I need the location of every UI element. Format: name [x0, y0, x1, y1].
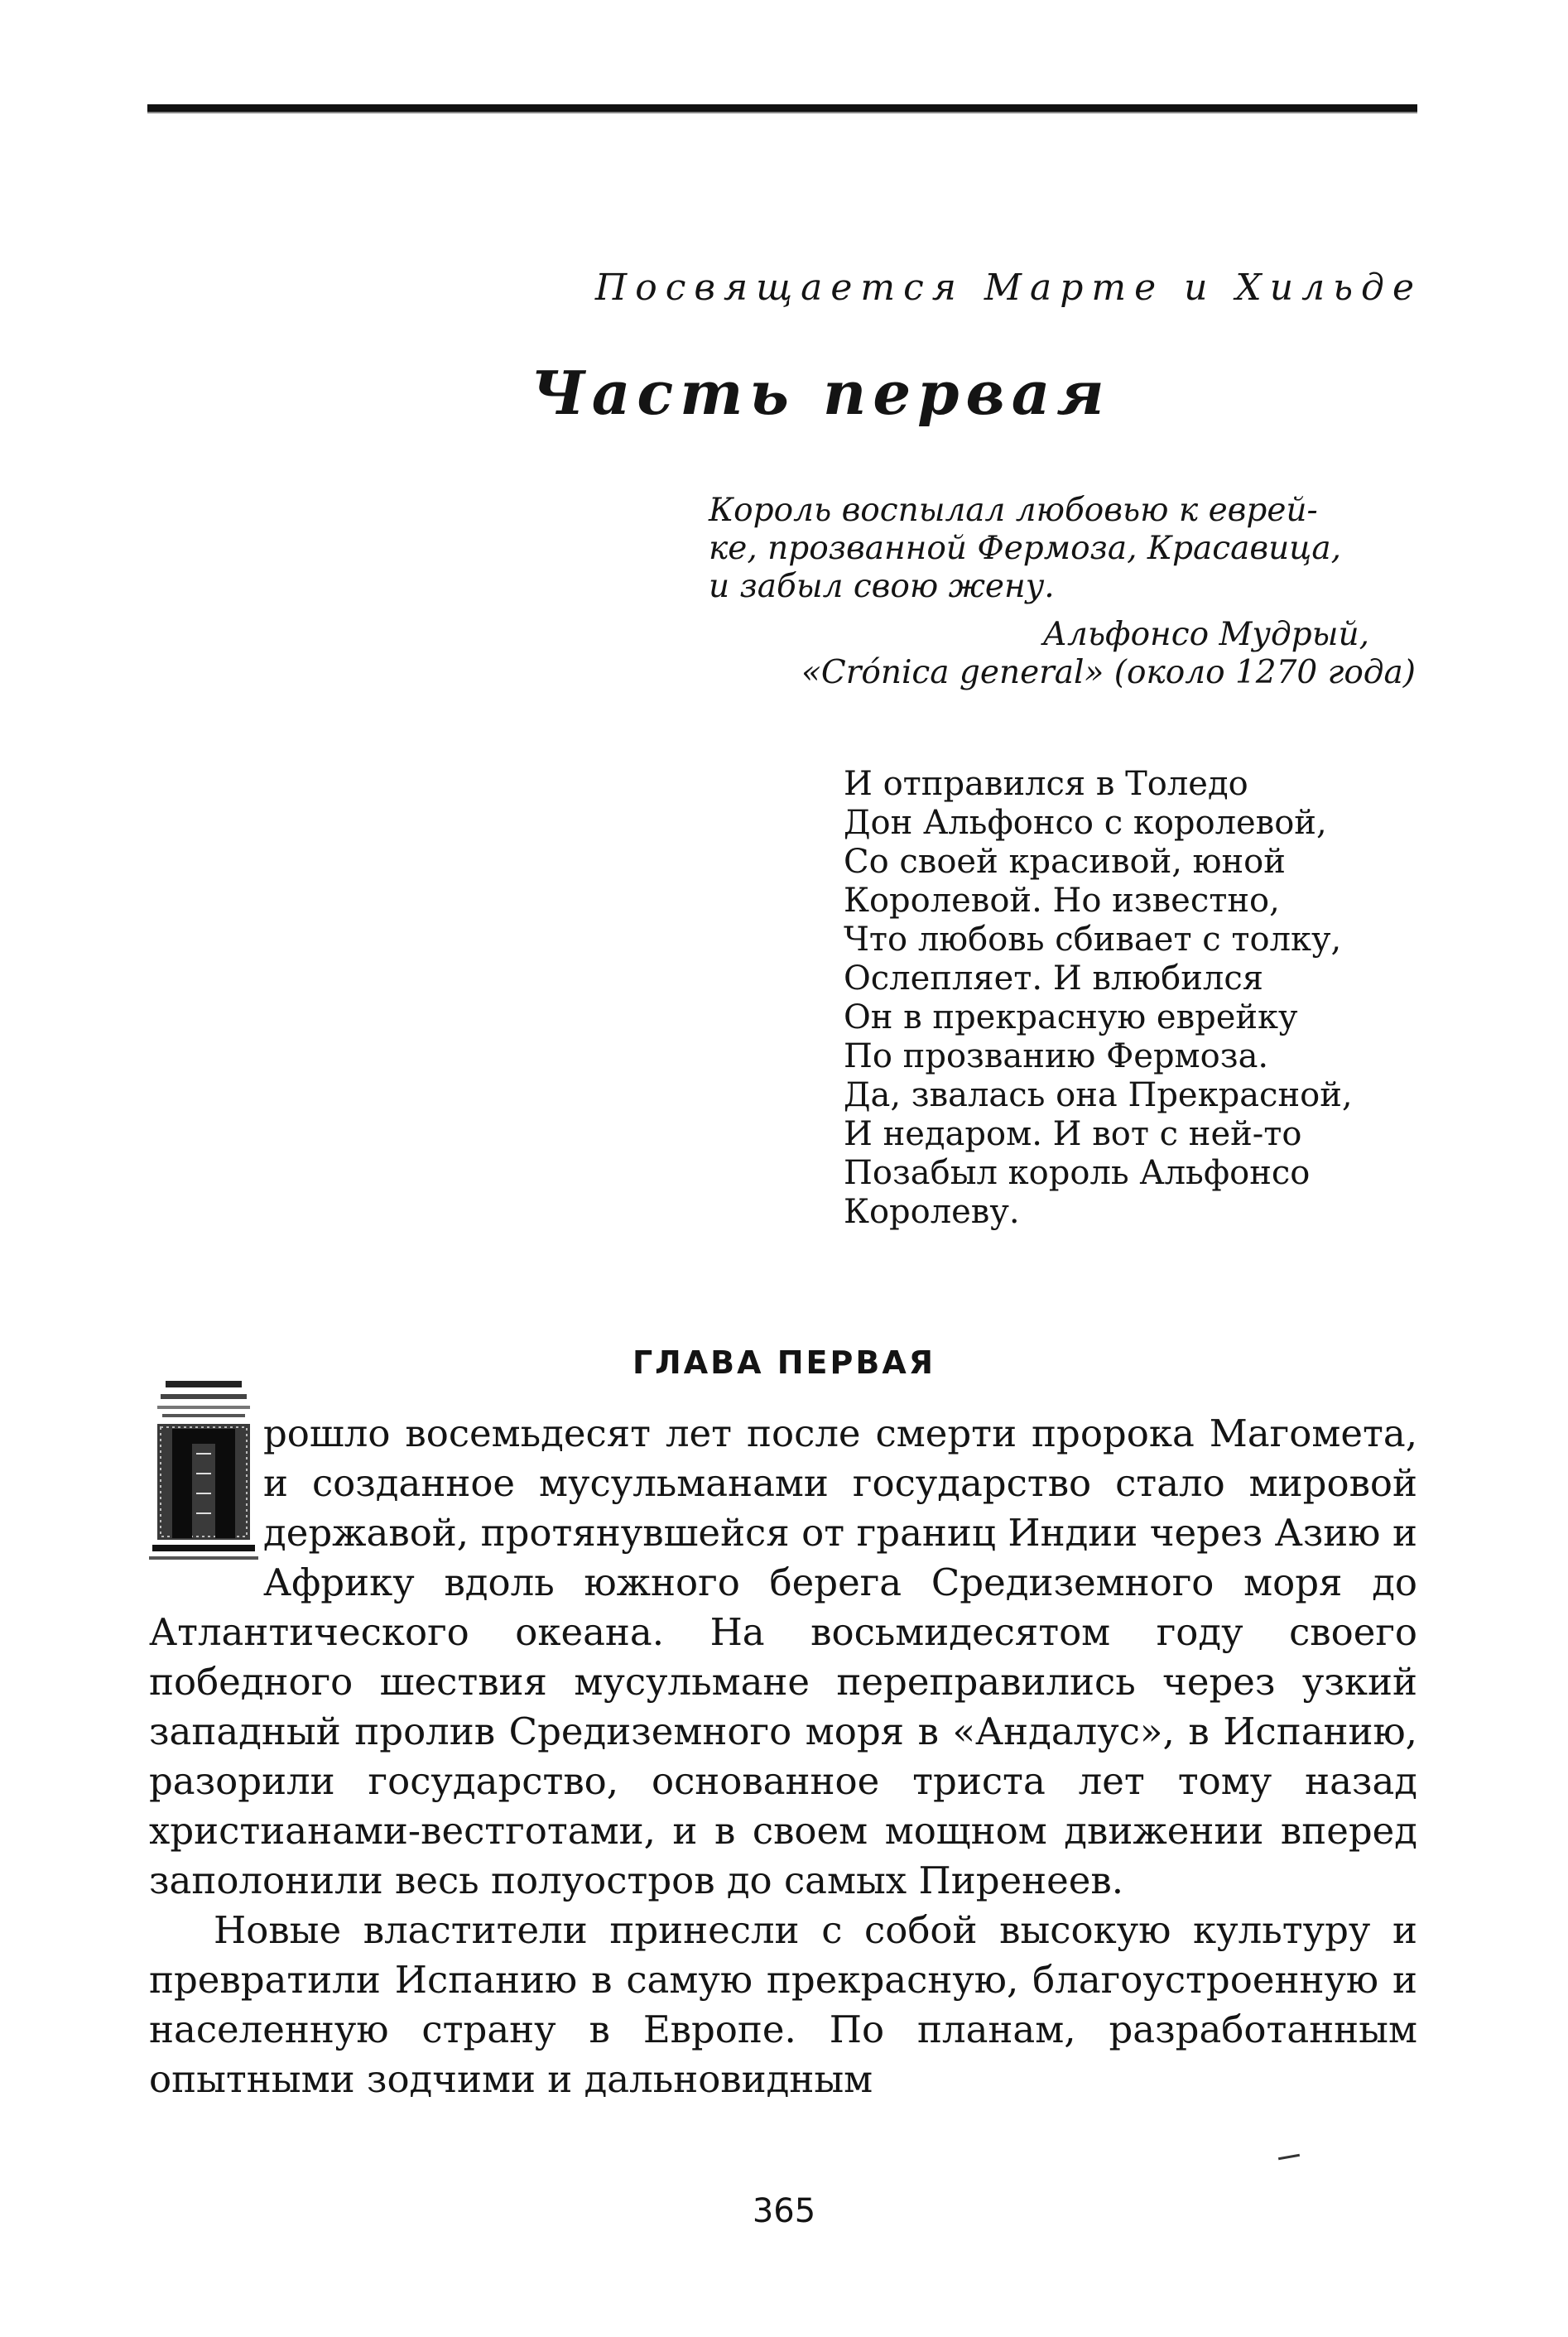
top-rule — [147, 104, 1417, 112]
paragraph — [149, 1409, 1417, 1906]
poem-line: Что любовь сбивает с толку, — [844, 921, 1342, 959]
dedication: Посвящается Марте и Хильде — [594, 267, 1422, 309]
poem-line: Да, звалась она Прекрасной, — [844, 1076, 1353, 1114]
poem-line: Дон Альфонсо с королевой, — [844, 804, 1327, 842]
epigraph — [709, 492, 1421, 692]
poem-line: И недаром. И вот с ней-то — [844, 1115, 1302, 1153]
epigraph-line: ке, прозванной Фермоза, Красавица, — [709, 530, 1342, 567]
stray-ink-mark — [1278, 2154, 1300, 2160]
paragraph: Новые властители принесли с собой высокую культуру и превратили Испанию в самую прекрасную, благоустроенную и населенную страну в Европе. По планам, разработанным опытными зодчими и дальновидным — [149, 1908, 1417, 2101]
epigraph-source: «Crónica general» (около 1270 года) — [801, 654, 1416, 691]
ornate-initial-icon — [149, 1374, 258, 1568]
epigraph-line: и забыл свою жену. — [709, 568, 1055, 605]
epigraph-attribution — [709, 616, 1421, 692]
drop-cap — [149, 1374, 258, 1568]
poem-line: И отправился в Толедо — [844, 765, 1248, 803]
poem-line: Королевой. Но известно, — [844, 882, 1280, 920]
poem-line: Он в прекрасную еврейку — [844, 998, 1298, 1036]
page-number: 365 — [752, 2192, 816, 2230]
poem-line: По прозванию Фермоза. — [844, 1037, 1269, 1075]
epigraph-author: Альфонсо Мудрый, — [1042, 616, 1369, 653]
chapter-body — [149, 1409, 1417, 2104]
epigraph-line: Король воспылал любовью к еврей- — [709, 492, 1318, 529]
poem-line: Со своей красивой, юной — [844, 843, 1286, 881]
poem — [844, 765, 1353, 1232]
poem-line: Ослепляет. И влюбился — [844, 959, 1263, 998]
part-title: Часть первая — [531, 358, 1111, 428]
paragraph-text: рошло восемьдесят лет после смерти пророка Магомета, и созданное мусульманами государство стало мировой державой, протянувшейся от границ Индии через Азию и Африку вдоль южного берега Средиземного моря до Атлантического океана. На восьмидесятом году своего победного шествия мусульмане переправились через узкий западный пролив Средиземного моря в «Андалус», в Испанию, разорили государство, основанное триста лет тому назад христианами-вестготами, и в своем мощном движении вперед заполонили весь полуостров до самых Пиренеев. — [149, 1411, 1417, 1902]
chapter-title: ГЛАВА ПЕРВАЯ — [632, 1344, 936, 1381]
poem-line: Королеву. — [844, 1193, 1020, 1231]
poem-line: Позабыл король Альфонсо — [844, 1154, 1311, 1192]
